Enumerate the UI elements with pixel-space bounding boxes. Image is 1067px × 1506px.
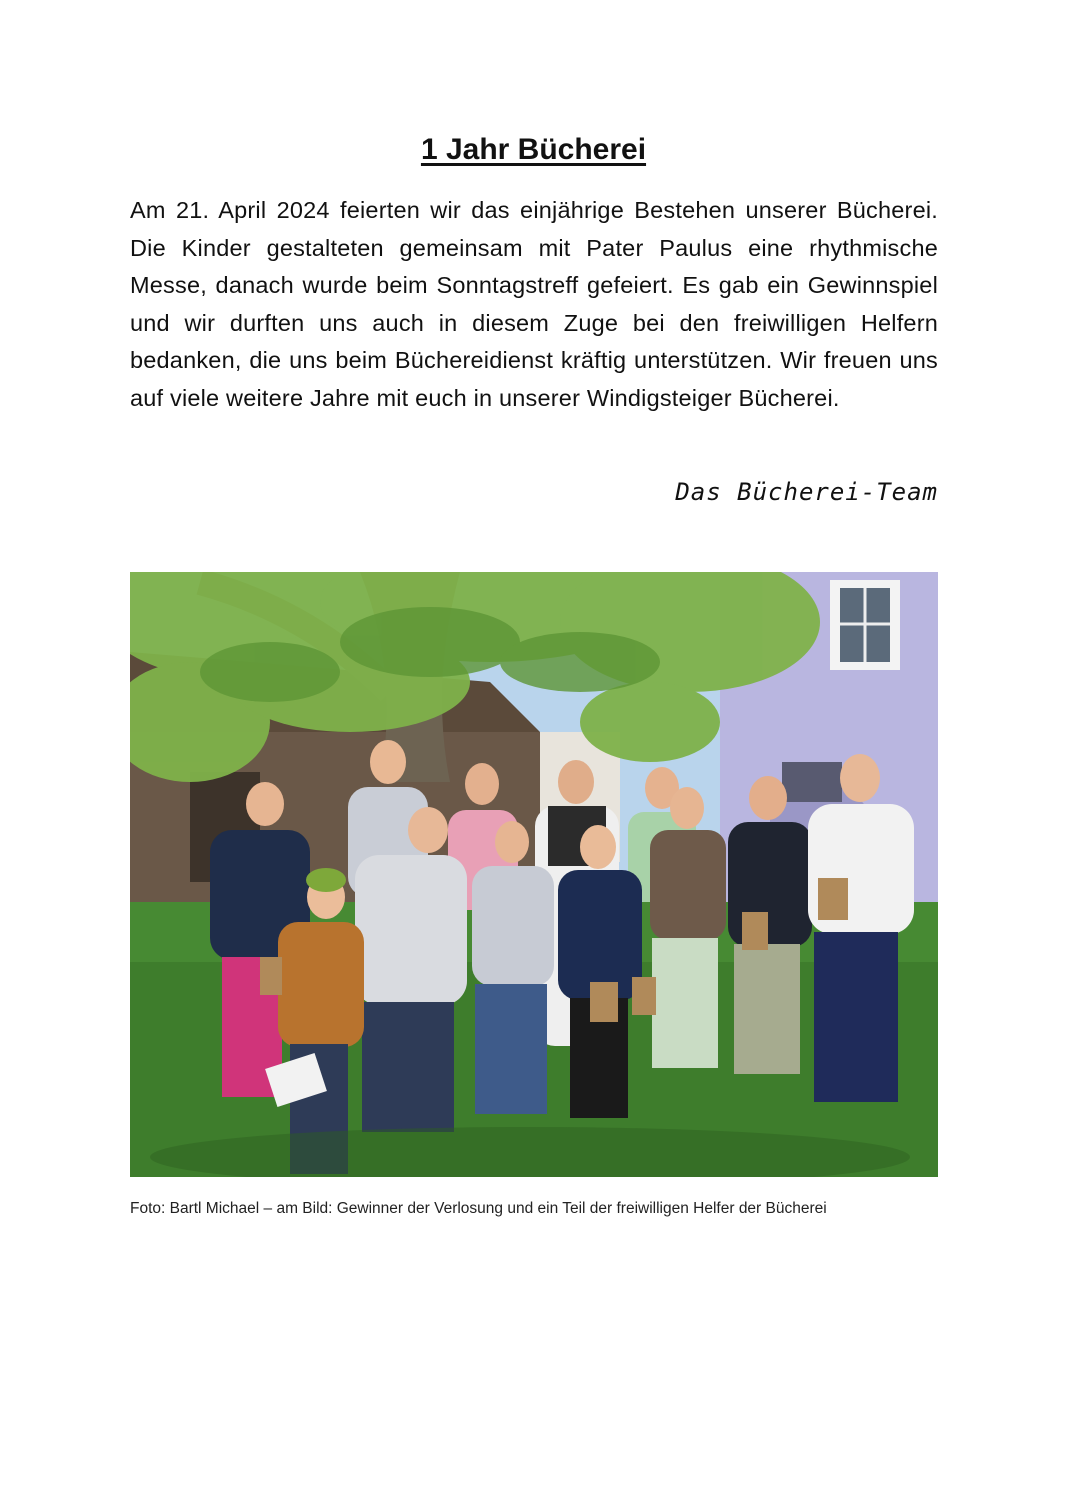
article-body: Am 21. April 2024 feierten wir das einjährige Bestehen unserer Bücherei. Die Kinder gestalteten gemeinsam mit Pater Paulus eine rhythmische Messe, danach wurde beim Sonntagstreff gefeiert. Es gab ein Gewinnspiel und wir durften uns auch in diesem Zuge bei den freiwilligen Helfern bedanken, die uns beim Büchereidienst kräftig unterstützen. Wir freuen uns auf viele weitere Jahre mit euch in unserer Windigsteiger Bücherei. [130,197,938,411]
group-photo [130,572,938,1177]
signature: Das Bücherei-Team [675,478,938,506]
photo-caption: Foto: Bartl Michael – am Bild: Gewinner der Verlosung und ein Teil der freiwilligen Helfer der Bücherei [130,1200,827,1217]
article-title: 1 Jahr Bücherei [420,133,647,166]
